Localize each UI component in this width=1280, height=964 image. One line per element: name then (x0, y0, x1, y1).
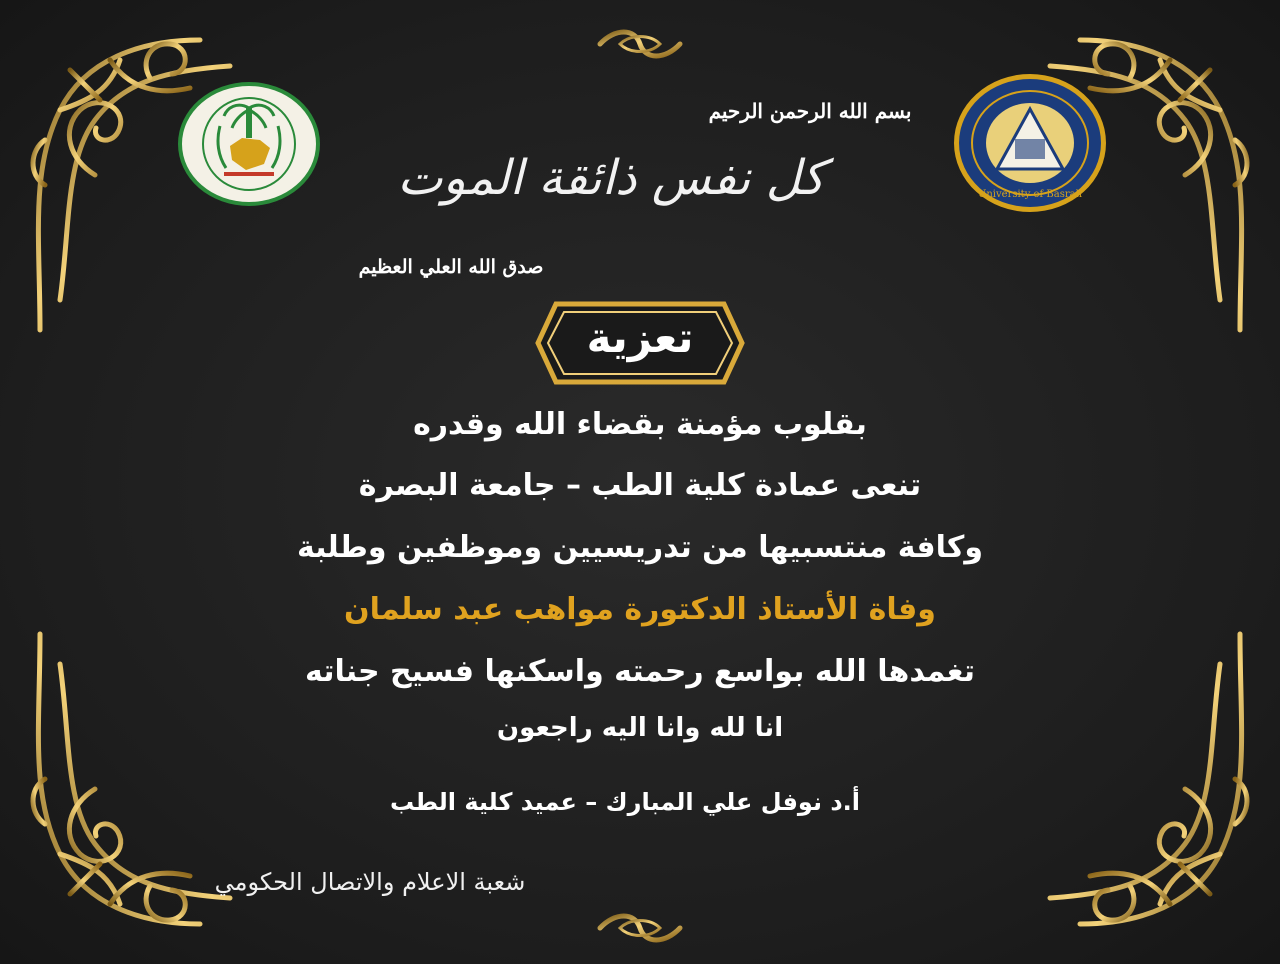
university-logo-text: University of Basrah (977, 189, 1083, 200)
basmala: بسم الله الرحمن الرحيم (708, 99, 912, 123)
body-line-1: بقلوب مؤمنة بقضاء الله وقدره (413, 407, 867, 442)
body-line-5: تغمدها الله بواسع رحمته واسكنها فسيح جناته (305, 654, 975, 689)
page-title: تعزية (586, 313, 694, 362)
deceased-name-line: وفاة الأستاذ الدكتورة مواهب عبد سلمان (344, 592, 936, 627)
sadaq-text: صدق الله العلي العظيم (358, 256, 544, 278)
body-line-3: وكافة منتسبيها من تدريسيين وموظفين وطلبة (296, 530, 983, 565)
university-of-basrah-seal-icon (959, 79, 1101, 207)
university-of-basrah-logo (954, 74, 1106, 212)
body-line-2: تنعى عمادة كلية الطب – جامعة البصرة (358, 468, 922, 503)
iraq-ministry-seal-icon (182, 86, 316, 202)
signature: أ.د نوفل علي المبارك – عميد كلية الطب (389, 788, 860, 816)
ministry-seal-logo (178, 82, 320, 206)
body-line-6: انا لله وانا اليه راجعون (496, 713, 784, 743)
quran-verse: كل نفس ذائقة الموت (397, 150, 825, 206)
department-credit: شعبة الاعلام والاتصال الحكومي (214, 868, 526, 896)
